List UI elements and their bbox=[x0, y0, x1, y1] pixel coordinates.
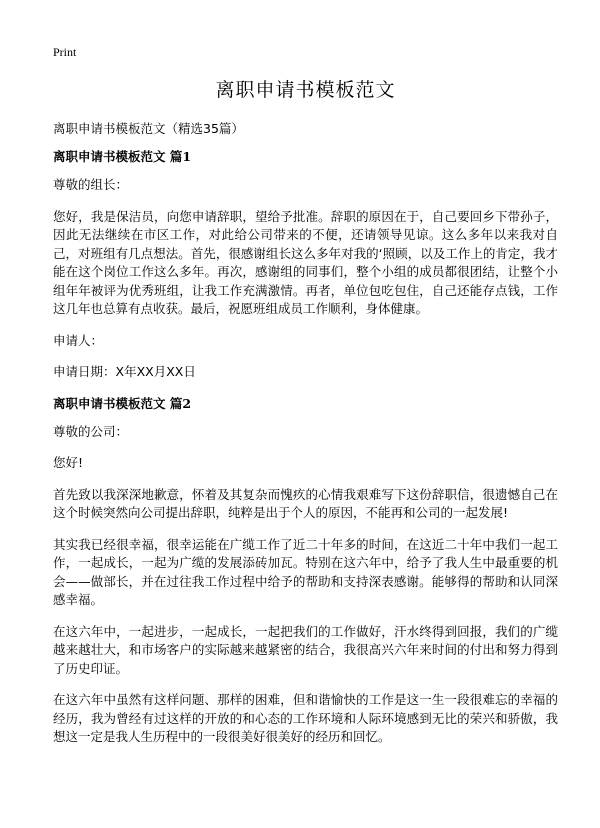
body-paragraph: 首先致以我深深地歉意，怀着及其复杂而愧疚的心情我艰难写下这份辞职信，很遗憾自己在这个时候突然向公司提出辞职，纯粹是出于个人的原因，不能再和公司的一起发展! bbox=[53, 486, 558, 520]
applicant-line: 申请人： bbox=[53, 332, 104, 348]
page-title: 离职申请书模板范文 bbox=[215, 79, 396, 101]
body-paragraph: 在这六年中，一起进步，一起成长，一起把我们的工作做好，汗水终得到回报，我们的广缆越来越壮大，和市场客户的实际越来越紧密的结合，我很高兴六年来时间的付出和努力得到了历史印证。 bbox=[53, 623, 558, 676]
salutation-2: 尊敬的公司： bbox=[53, 423, 129, 439]
print-link[interactable]: Print bbox=[53, 45, 77, 59]
greeting: 您好! bbox=[53, 455, 84, 470]
section-heading-1: 离职申请书模板范文 篇1 bbox=[53, 149, 192, 164]
body-paragraph: 您好，我是保洁员，向您申请辞职，望给予批准。辞职的原因在于，自己要回乡下带孙子，因此无法继续在市区工作，对此给公司带来的不便，还请领导见谅。这么多年以来我对自己，对班组有几点想法。首先，很感谢组长这么多年对我的‘照顾，以及工作上的肯定，我才能在这个岗位工作这么多年。再次，感谢组的同事们，整个小组的成员都很团结，让整个小组年年被评为优秀班组，让我工作充满激情。再者，单位包吃包住，自己还能存点钱，工作这几年也总算有点收获。最后，祝愿班组成员工作顺利，身体健康。 bbox=[53, 208, 558, 316]
section-heading-2: 离职申请书模板范文 篇2 bbox=[53, 395, 192, 411]
body-paragraph: 在这六年中虽然有这样问题、那样的困难，但和谐愉快的工作是这一生一段很难忘的幸福的经历，我为曾经有过这样的开放的和心态的工作环境和人际环境感到无比的荣兴和骄傲，我想这一定是我人生历程中的一段很美好很美好的经历和回忆。 bbox=[53, 692, 558, 744]
salutation-1: 尊敬的组长： bbox=[53, 177, 129, 192]
application-date-line: 申请日期：X年XX月XX日 bbox=[53, 364, 196, 379]
document-subtitle: 离职申请书模板范文（精选35篇） bbox=[53, 121, 244, 136]
body-paragraph: 其实我已经很幸福，很幸运能在广缆工作了近二十年多的时间，在这近二十年中我们一起工作，一起成长，一起为广缆的发展添砖加瓦。特别在这六年中，给予了我人生中最重要的机会——做部长，并在过往我工作过程中给予的帮助和支持深表感谢。能够得的帮助和认同深感幸福。 bbox=[53, 536, 558, 607]
